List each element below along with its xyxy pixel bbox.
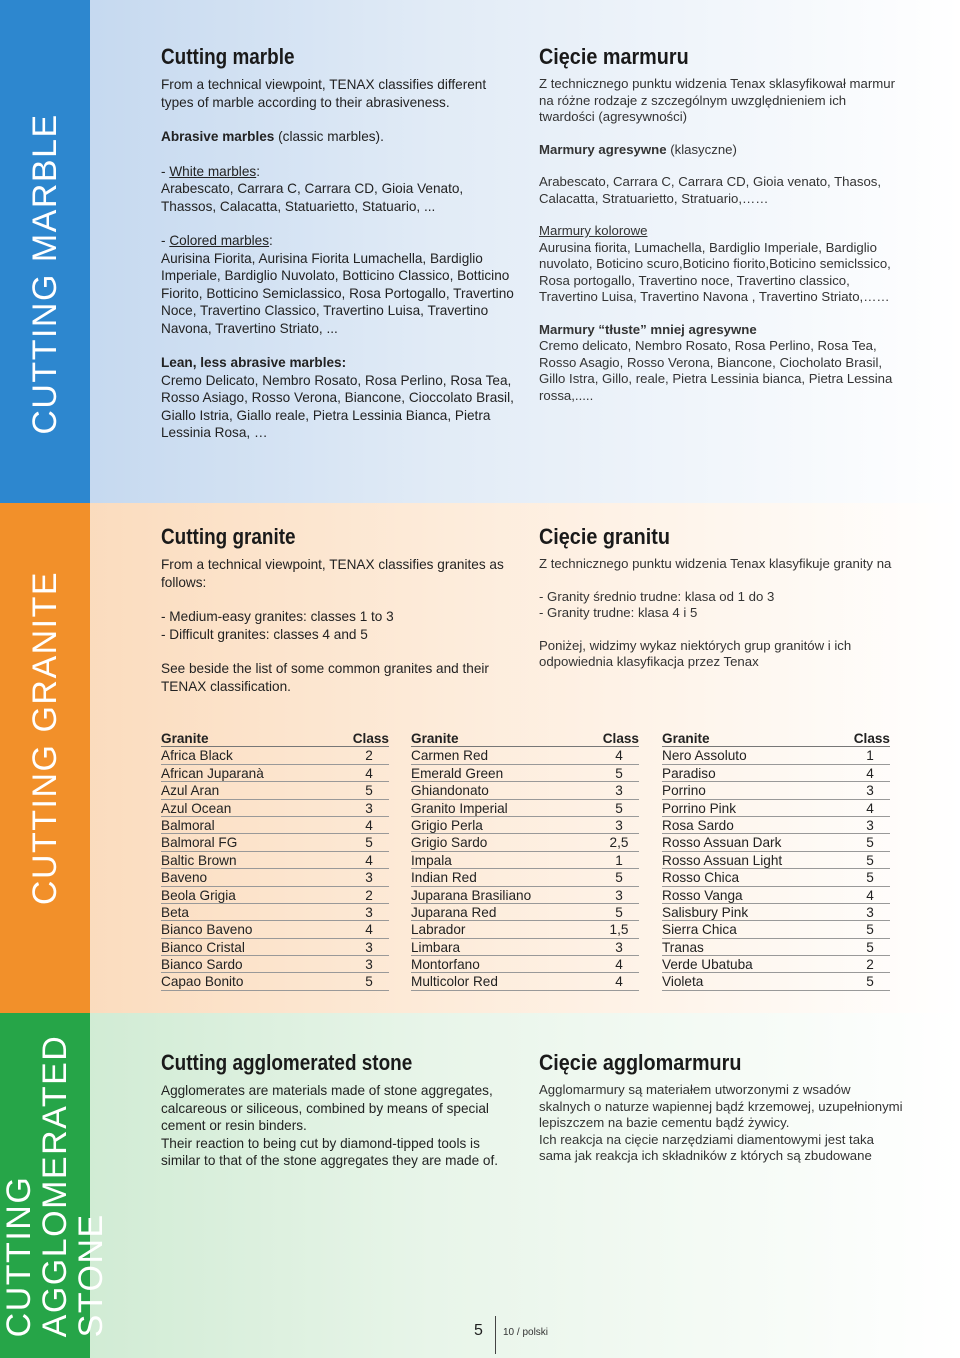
aggl-title-en: Cutting agglomerated stone (161, 1050, 413, 1075)
table-row (161, 973, 389, 990)
granite-name: Azul Aran (161, 783, 220, 799)
granite-table-3 (662, 730, 890, 991)
granite-see-beside-en: See beside the list of some common granites and their TENAX classification. (161, 661, 489, 694)
granite-class: 3 (365, 939, 373, 955)
marble-title-pl: Cięcie marmuru (539, 44, 689, 69)
table-row (161, 921, 389, 938)
granite-name: Multicolor Red (411, 974, 498, 990)
granite-class: 5 (365, 783, 373, 799)
aggl-p2-en: Their reaction to being cut by diamond-tipped tools is similar to that of the stone aggregates they are made of. (161, 1135, 499, 1168)
white-prefix-en: - (161, 163, 170, 179)
marble-intro-en: From a technical viewpoint, TENAX classifies different types of marble according to their abrasiveness. (161, 77, 487, 110)
lean-list-pl: Cremo delicato, Nembro Rosato, Rosa Perlino, Rosa Tea, Rosso Asagio, Rosso Verona, Biancone, Ciocholato Brasil, Gillo Istra, Gillo, reale, Pietra Lessinia bianca, Pietra Lessina rossa,..... (539, 338, 893, 403)
table-row (411, 852, 639, 869)
granite-class: 5 (365, 835, 373, 851)
granite-name: Rosso Assuan Light (662, 852, 783, 868)
granite-name: Juparana Brasiliano (411, 887, 532, 903)
granite-name: Granito Imperial (411, 800, 508, 816)
table-row (662, 782, 890, 799)
granite-name: Baveno (161, 870, 208, 886)
granite-name: Rosso Vanga (662, 887, 743, 903)
footer-language: 10 / polski (503, 1327, 549, 1338)
aggl-p1-pl: Agglomarmury są materiałem utworzonymi z wsadów skalnych o naturze wapiennej bądź krzemowej, uzupełnionymi lepiszczem na bazie cementu bądź żywicy. (539, 1082, 903, 1130)
table-row (411, 800, 639, 817)
abrasive-rest-en: (classic marbles). (274, 129, 384, 144)
table-row (411, 956, 639, 973)
granite-class: 4 (365, 922, 373, 938)
colored-list-pl: Aurusina fiorita, Lumachella, Bardiglio Imperiale, Bardiglio nuvolato, Boticino scuro,Boticino fiorito,Boticino semiclssico, Rosa portogallo, Travertino noce, Travertino classico, Travertino Luisa, Travertino Navona , Travertino Striato,…… (539, 239, 891, 304)
white-list-pl: Arabescato, Carrara C, Carrara CD, Gioia venato, Thasos, Calacatta, Stratuarietto, Stratuario,…… (539, 174, 882, 206)
table-row (411, 939, 639, 956)
granite-class: 4 (866, 765, 874, 781)
abrasive-rest-pl: (klasyczne) (666, 141, 737, 157)
granite-name: Beola Grigia (161, 887, 236, 903)
granite-name: Grigio Sardo (411, 835, 488, 851)
granite-name: Impala (411, 852, 452, 868)
granite-see-beside-pl: Poniżej, widzimy wykaz niektórych grup granitów i ich odpowiednia klasyfikacja przez Tenax (539, 637, 852, 669)
granite-class: 3 (365, 957, 373, 973)
granite-name: Indian Red (411, 870, 477, 886)
granite-name: Rosa Sardo (662, 817, 734, 833)
abrasive-bold-pl: Marmury agresywne (539, 141, 667, 157)
abrasive-bold-en: Abrasive marbles (161, 129, 275, 144)
granite-class: 4 (615, 748, 623, 764)
granite-class: 3 (866, 904, 874, 920)
table-row (411, 782, 639, 799)
table-row (662, 921, 890, 938)
marble-english-column (161, 44, 521, 459)
table-row (161, 904, 389, 921)
granite-class: 2 (866, 957, 874, 973)
granite-class: 3 (615, 887, 623, 903)
granite-class: 4 (365, 765, 373, 781)
lean-title-en: Lean, less abrasive marbles: (161, 355, 347, 370)
granite-class: 4 (365, 817, 373, 833)
aggl-p1-en: Agglomerates are materials made of stone aggregates, calcareous or siliceous, combined by means of special cement or resin binders. (161, 1083, 493, 1133)
table-row (411, 921, 639, 938)
granite-name: Paradiso (662, 765, 716, 781)
granite-class: 5 (615, 800, 623, 816)
sidebar-label-granite: CUTTING GRANITE (26, 570, 64, 906)
granite-title-pl: Cięcie granitu (539, 524, 670, 549)
table-row (662, 904, 890, 921)
granite-class: 1 (615, 852, 623, 868)
lean-marbles-en (161, 354, 521, 442)
granite-name: Balmoral (161, 817, 215, 833)
table-row (662, 956, 890, 973)
page-number: 5 (474, 1322, 483, 1339)
granite-class: 4 (866, 800, 874, 816)
lean-marbles-pl (539, 322, 904, 405)
granite-name: Rosso Assuan Dark (662, 835, 782, 851)
table-row (161, 939, 389, 956)
table-row (161, 782, 389, 799)
table-row (662, 747, 890, 764)
colored-marbles-en (161, 232, 521, 337)
granite-name: African Juparanà (161, 765, 264, 781)
granite-class: 5 (866, 835, 874, 851)
granite-name: Beta (161, 904, 189, 920)
granite-polish-column (539, 524, 904, 687)
lean-title-pl: Marmury “tłuste” mniej agresywne (539, 321, 757, 337)
granite-class: 3 (615, 783, 623, 799)
table-row (411, 765, 639, 782)
marble-title-en: Cutting marble (161, 44, 295, 69)
abrasive-heading-en (161, 128, 521, 146)
granite-class: 3 (866, 817, 874, 833)
table-row (411, 817, 639, 834)
granite-name: Emerald Green (411, 765, 504, 781)
granite-class: 1,5 (609, 922, 629, 938)
granite-class: 3 (365, 904, 373, 920)
table-row (411, 869, 639, 886)
table-row (662, 817, 890, 834)
sidebar-label-line3: STONE (72, 1213, 110, 1338)
table-row (161, 887, 389, 904)
granite-name: Bianco Sardo (161, 957, 243, 973)
table-row (662, 800, 890, 817)
header-granite: Granite (161, 731, 209, 746)
granite-class: 2 (365, 887, 373, 903)
marble-polish-column (539, 44, 904, 420)
white-colon-en: : (256, 163, 260, 179)
granite-difficult-en: - Difficult granites: classes 4 and 5 (161, 626, 368, 642)
granite-classes-pl (539, 589, 904, 622)
table-row (161, 747, 389, 764)
granite-name: Violeta (662, 974, 704, 990)
granite-name: Sierra Chica (662, 922, 737, 938)
header-granite: Granite (662, 731, 710, 746)
granite-class: 1 (866, 748, 874, 764)
table-row (411, 973, 639, 990)
sidebar-label-marble: CUTTING MARBLE (26, 113, 64, 435)
granite-class: 3 (615, 817, 623, 833)
table-row (411, 834, 639, 851)
white-marbles-en (161, 163, 521, 216)
granite-name: Porrino (662, 783, 706, 799)
granite-name: Capao Bonito (161, 974, 244, 990)
granite-class: 2 (365, 748, 373, 764)
granite-name: Labrador (411, 922, 466, 938)
granite-classes-en (161, 608, 521, 643)
granite-name: Baltic Brown (161, 852, 237, 868)
granite-class: 5 (866, 870, 874, 886)
granite-class: 4 (615, 957, 623, 973)
table-header (161, 730, 389, 747)
granite-name: Juparana Red (411, 904, 497, 920)
granite-name: Rosso Chica (662, 870, 740, 886)
granite-class: 5 (615, 870, 623, 886)
granite-name: Grigio Perla (411, 817, 483, 833)
granite-name: Azul Ocean (161, 800, 232, 816)
table-row (411, 747, 639, 764)
granite-class: 5 (615, 904, 623, 920)
table-row (662, 852, 890, 869)
granite-class: 5 (866, 974, 874, 990)
table-row (662, 887, 890, 904)
granite-class: 3 (866, 783, 874, 799)
sidebar-label-line1: CUTTING (0, 1175, 38, 1338)
granite-class: 2,5 (609, 835, 629, 851)
white-label-en: White marbles (169, 163, 257, 179)
table-row (411, 904, 639, 921)
granite-intro-en: From a technical viewpoint, TENAX classifies granites as follows: (161, 557, 504, 590)
granite-class: 3 (365, 870, 373, 886)
granite-title-en: Cutting granite (161, 524, 296, 549)
granite-class: 5 (866, 939, 874, 955)
granite-table-1 (161, 730, 389, 991)
granite-english-column (161, 524, 521, 712)
granite-name: Balmoral FG (161, 835, 238, 851)
granite-class: 3 (365, 800, 373, 816)
granite-class: 4 (866, 887, 874, 903)
granite-name: Montorfano (411, 957, 480, 973)
granite-name: Verde Ubatuba (662, 957, 753, 973)
granite-class: 5 (365, 974, 373, 990)
granite-name: Porrino Pink (662, 800, 737, 816)
table-row (662, 765, 890, 782)
sidebar-label-agglomerated (1, 1035, 109, 1338)
granite-intro-pl: Z technicznego punktu widzenia Tenax klasyfikuje granity na (539, 556, 892, 571)
granite-name: Nero Assoluto (662, 748, 747, 764)
footer-divider (495, 1316, 496, 1354)
header-granite: Granite (411, 731, 459, 746)
granite-class: 5 (866, 922, 874, 938)
table-row (662, 939, 890, 956)
granite-name: Carmen Red (411, 748, 489, 764)
abrasive-heading-pl (539, 142, 904, 159)
table-header (662, 730, 890, 747)
granite-name: Tranas (662, 939, 704, 955)
table-row (161, 800, 389, 817)
table-row (662, 834, 890, 851)
table-row (662, 973, 890, 990)
aggl-english-column (161, 1050, 521, 1187)
header-class: Class (352, 731, 389, 746)
table-row (161, 817, 389, 834)
table-row (662, 869, 890, 886)
granite-class: 4 (615, 974, 623, 990)
aggl-p2-pl: Ich reakcja na cięcie narzędziami diamentowymi jest taka sama jak reakcja ich składników z których są zbudowane (539, 1131, 874, 1163)
aggl-title-pl: Cięcie agglomarmuru (539, 1050, 742, 1075)
table-row (161, 852, 389, 869)
lean-list-en: Cremo Delicato, Nembro Rosato, Rosa Perlino, Rosa Tea, Rosso Asiago, Rosso Verona, Biancone, Cioccolato Brasil, Giallo Istria, Giallo reale, Pietra Lessinia Bianca, Pietra Lessinia Rosa, … (161, 372, 514, 440)
marble-intro-pl: Z technicznego punktu widzenia Tenax sklasyfikował marmur na różne rodzaje z szczególnym uwzględnieniem ich twardości (agresywności) (539, 76, 895, 124)
colored-colon-en: : (269, 233, 273, 248)
granite-name: Bianco Baveno (161, 922, 253, 938)
granite-class: 3 (615, 939, 623, 955)
table-row (161, 956, 389, 973)
granite-class: 5 (615, 765, 623, 781)
header-class: Class (602, 731, 639, 746)
colored-label-en: Colored marbles (169, 233, 270, 248)
table-row (411, 887, 639, 904)
granite-name: Ghiandonato (411, 783, 489, 799)
colored-prefix-en: - (161, 233, 170, 248)
table-row (161, 869, 389, 886)
table-row (161, 765, 389, 782)
table-row (161, 834, 389, 851)
granite-difficult-pl: - Granity trudne: klasa 4 i 5 (539, 605, 698, 620)
granite-class: 5 (866, 852, 874, 868)
granite-medium-pl: - Granity średnio trudne: klasa od 1 do 3 (539, 588, 775, 604)
granite-medium-en: - Medium-easy granites: classes 1 to 3 (161, 609, 394, 624)
granite-name: Bianco Cristal (161, 939, 245, 955)
table-header (411, 730, 639, 747)
granite-name: Salisbury Pink (662, 904, 749, 920)
granite-table-2 (411, 730, 639, 991)
colored-label-pl: Marmury kolorowe (539, 223, 648, 238)
white-list-en: Arabescato, Carrara C, Carrara CD, Gioia Venato, Thassos, Calacatta, Statuarietto, Statuario, ... (161, 181, 464, 214)
granite-name: Africa Black (161, 748, 233, 764)
granite-class: 4 (365, 852, 373, 868)
granite-name: Limbara (411, 939, 461, 955)
colored-marbles-pl (539, 223, 904, 306)
header-class: Class (853, 731, 890, 746)
aggl-polish-column (539, 1050, 904, 1181)
sidebar-label-line2: AGGLOMERATED (36, 1034, 74, 1338)
colored-list-en: Aurisina Fiorita, Aurisina Fiorita Lumachella, Bardiglio Imperiale, Bardiglio Nuvolato, Botticino Classico, Botticino Fiorito, Botticino Semiclassico, Rosa Portogallo, Travertino Noce, Travertino Classico, Travertino Luisa, Travertino Navona, Travertino Striato, ... (161, 250, 514, 336)
